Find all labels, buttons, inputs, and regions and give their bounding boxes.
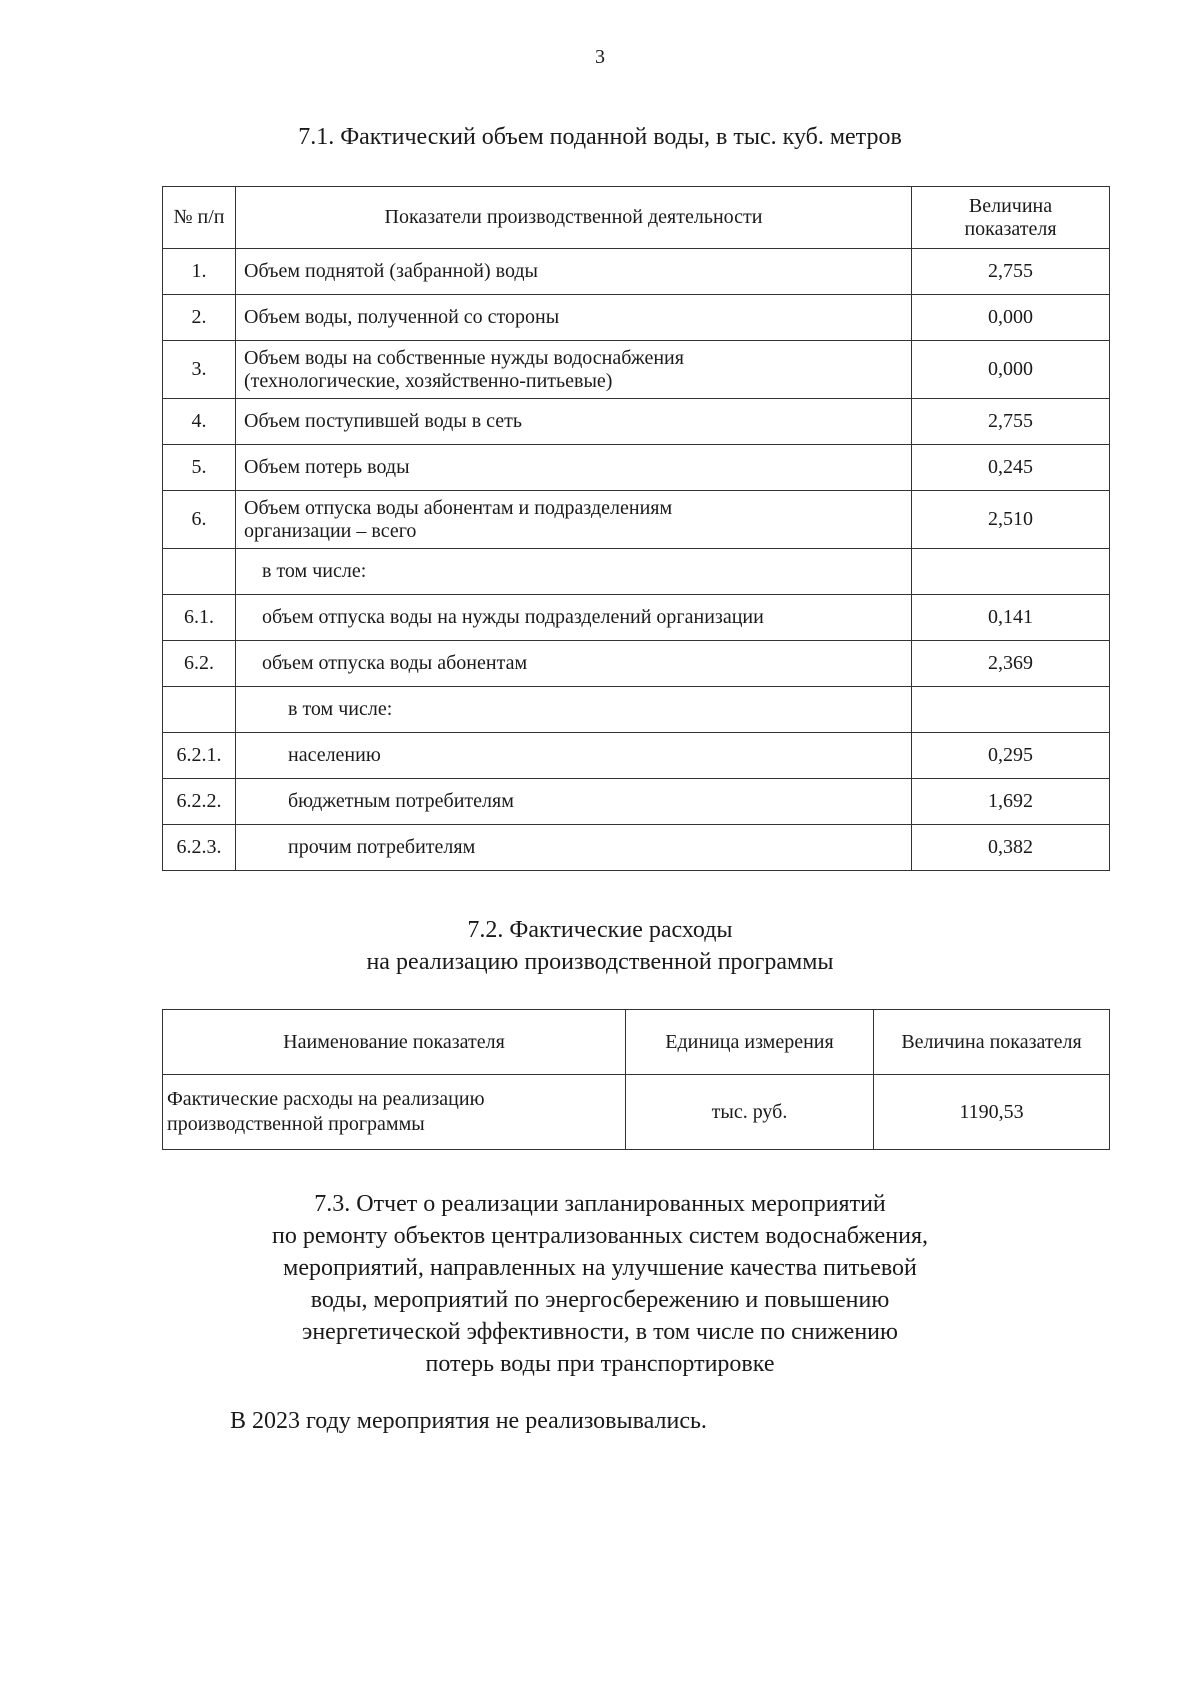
row-name: Объем поднятой (забранной) воды (236, 249, 912, 295)
row-num: 1. (163, 249, 236, 295)
table-row (163, 249, 1110, 295)
table-row (163, 595, 1110, 641)
row-num: 6.2. (163, 641, 236, 687)
row-name: Объем потерь воды (236, 445, 912, 491)
row-value: 0,382 (912, 825, 1110, 871)
title-line: 7.3. Отчет о реализации запланированных мероприятий (314, 1191, 886, 1217)
table-row (163, 549, 1110, 595)
row-name: Объем воды, полученной со стороны (236, 295, 912, 341)
row-name: Объем воды на собственные нужды водоснабжения (технологические, хозяйственно-питьевые) (236, 341, 912, 399)
row-name: Объем отпуска воды абонентам и подразделениям организации – всего (236, 491, 912, 549)
row-num (163, 687, 236, 733)
header-value: Величина показателя (874, 1010, 1110, 1075)
row-value (912, 549, 1110, 595)
section-7-3-body: В 2023 году мероприятия не реализовывались. (230, 1408, 707, 1434)
section-7-2-title-line1: 7.2. Фактические расходы (467, 917, 733, 943)
expenses-table (162, 1009, 1110, 1150)
table-row (163, 491, 1110, 549)
title-line: по ремонту объектов централизованных систем водоснабжения, (271, 1223, 928, 1249)
row-name: населению (236, 733, 912, 779)
row-value: 0,000 (912, 341, 1110, 399)
row-value: 1,692 (912, 779, 1110, 825)
table-header-row (163, 1010, 1110, 1075)
table-row (163, 687, 1110, 733)
row-num: 6.2.2. (163, 779, 236, 825)
row-value: 2,369 (912, 641, 1110, 687)
row-value: 0,141 (912, 595, 1110, 641)
table-row (163, 1075, 1110, 1150)
title-line: энергетической эффективности, в том числе по снижению (302, 1319, 898, 1345)
header-unit: Единица измерения (626, 1010, 874, 1075)
title-line: мероприятий, направленных на улучшение качества питьевой (283, 1255, 917, 1281)
section-7-3-title (0, 1188, 1200, 1380)
table-header-row (163, 187, 1110, 249)
expense-unit: тыс. руб. (626, 1075, 874, 1150)
row-num: 4. (163, 399, 236, 445)
row-num: 6.2.1. (163, 733, 236, 779)
title-line: потерь воды при транспортировке (425, 1351, 775, 1377)
row-name: объем отпуска воды абонентам (236, 641, 912, 687)
row-value (912, 687, 1110, 733)
row-num: 6. (163, 491, 236, 549)
row-name: Объем поступившей воды в сеть (236, 399, 912, 445)
table-row (163, 733, 1110, 779)
row-name: в том числе: (236, 549, 912, 595)
header-num: № п/п (163, 187, 236, 249)
expense-value: 1190,53 (874, 1075, 1110, 1150)
row-num: 2. (163, 295, 236, 341)
table-row (163, 641, 1110, 687)
table-row (163, 341, 1110, 399)
row-name: объем отпуска воды на нужды подразделений организации (236, 595, 912, 641)
header-value: Величина показателя (912, 187, 1110, 249)
page-number: 3 (595, 46, 605, 68)
table-row (163, 445, 1110, 491)
row-value: 0,000 (912, 295, 1110, 341)
table-row (163, 825, 1110, 871)
row-name: бюджетным потребителям (236, 779, 912, 825)
row-num: 6.2.3. (163, 825, 236, 871)
row-num (163, 549, 236, 595)
row-value: 2,755 (912, 249, 1110, 295)
title-line: воды, мероприятий по энергосбережению и повышению (310, 1287, 890, 1313)
row-num: 6.1. (163, 595, 236, 641)
row-name: прочим потребителям (236, 825, 912, 871)
water-volume-table (162, 186, 1110, 871)
section-7-2-title-line2: на реализацию производственной программы (366, 949, 834, 975)
expense-name: Фактические расходы на реализацию производственной программы (163, 1075, 626, 1150)
header-name: Наименование показателя (163, 1010, 626, 1075)
row-value: 0,295 (912, 733, 1110, 779)
table-row (163, 779, 1110, 825)
header-indicator: Показатели производственной деятельности (236, 187, 912, 249)
section-7-1-title: 7.1. Фактический объем поданной воды, в тыс. куб. метров (298, 124, 902, 150)
row-num: 3. (163, 341, 236, 399)
table-row (163, 399, 1110, 445)
row-name: в том числе: (236, 687, 912, 733)
table-row (163, 295, 1110, 341)
row-num: 5. (163, 445, 236, 491)
row-value: 2,755 (912, 399, 1110, 445)
row-value: 0,245 (912, 445, 1110, 491)
row-value: 2,510 (912, 491, 1110, 549)
